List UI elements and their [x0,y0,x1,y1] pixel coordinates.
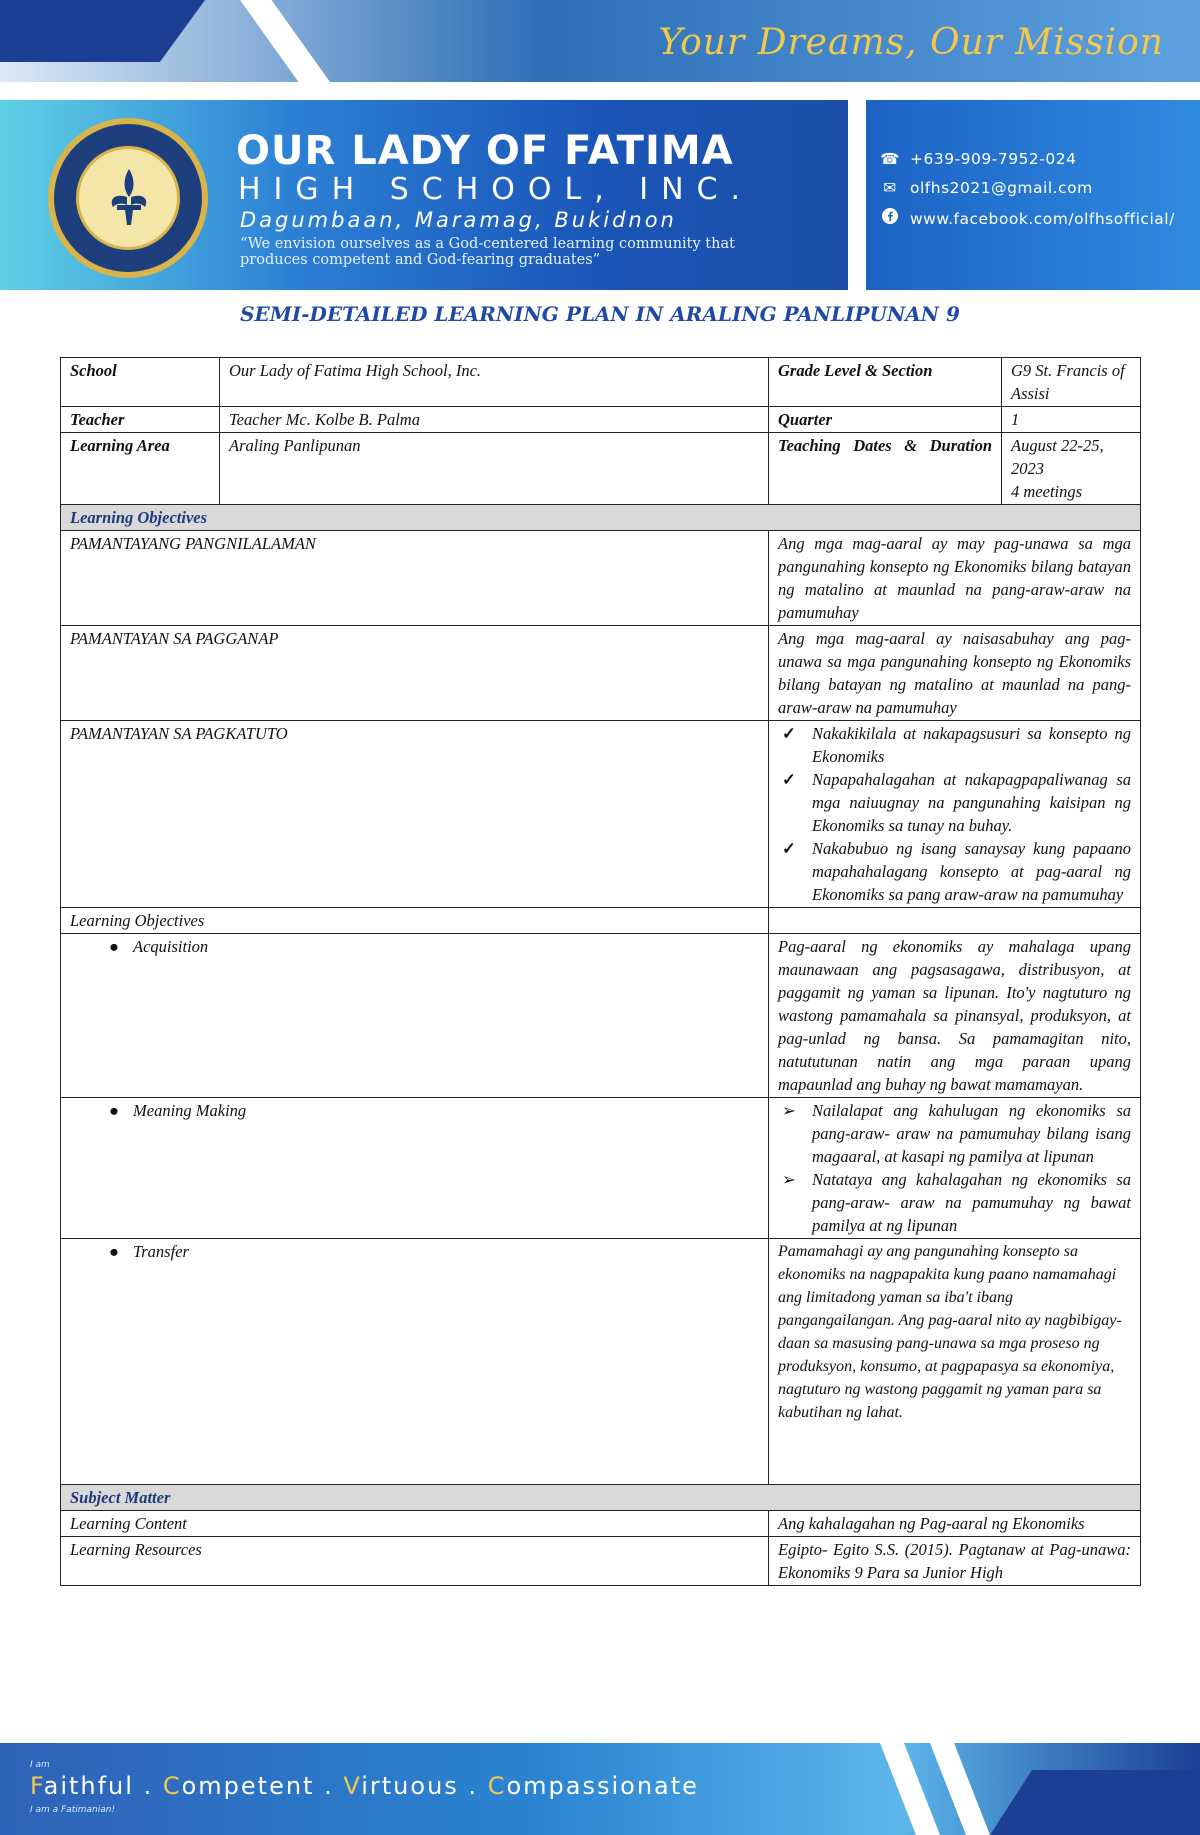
empty-cell [769,908,1141,934]
table-row [61,721,1141,908]
bullet-icon: ● [109,937,119,956]
duration-text: 4 meetings [1011,482,1083,501]
quarter-value: 1 [1002,407,1141,433]
table-row [61,908,1141,934]
table-row [61,934,1141,1098]
section-label: Learning Objectives [61,505,1141,531]
dates-value [1002,433,1141,505]
area-label: Learning Area [61,433,220,505]
dates-label: Teaching Dates & Duration [769,433,1002,505]
table-row [61,626,1141,721]
list-item: ➢ Natataya ang kahalagahan ng ekonomiks sa pang-araw- araw na pamumuhay ng bawat pamilya at ng lipunan [778,1168,1131,1237]
footer-small-top: I am [30,1760,50,1770]
teacher-value: Teacher Mc. Kolbe B. Palma [220,407,769,433]
learning-standard-list [769,721,1141,908]
meaning-making-list [769,1098,1141,1239]
school-vision: “We envision ourselves as a God-centered learning community that produces competent and God-fearing graduates” [240,236,735,268]
dates-text: August 22-25, 2023 [1011,436,1104,478]
content-standard-value: Ang mga mag-aaral ay may pag-unawa sa mga pangunahing konsepto ng Ekonomiks bilang batayan ng matalino at maunlad na pang-araw-araw na pamumuhay [769,531,1141,626]
footer-small-bottom: I am a Fatimanian! [30,1805,116,1815]
table-row [61,1537,1141,1586]
table-row [61,433,1141,505]
learning-resources-value: Egipto- Egito S.S. (2015). Pagtanaw at Pag-unawa: Ekonomiks 9 Para sa Junior High [769,1537,1141,1586]
grade-label: Grade Level & Section [769,358,1002,407]
fleur-de-lis-icon [105,167,153,227]
learning-content-label: Learning Content [61,1511,769,1537]
meaning-making-label: ● Meaning Making [61,1098,769,1239]
school-seal-logo [48,118,208,278]
bullet-icon: ● [109,1101,119,1120]
learning-resources-label: Learning Resources [61,1537,769,1586]
contact-facebook: www.facebook.com/olfhsofficial/ [880,208,1175,228]
table-row [61,1098,1141,1239]
quarter-label: Quarter [769,407,1002,433]
contact-phone: ☎ +639-909-7952-024 [880,150,1077,168]
grade-value: G9 St. Francis of Assisi [1002,358,1141,407]
bullet-icon: ● [109,1242,119,1261]
section-label: Subject Matter [61,1485,1141,1511]
school-subtitle: HIGH SCHOOL, INC. [238,172,754,207]
area-value: Araling Panlipunan [220,433,769,505]
list-item: ✓ Nakabubuo ng isang sanaysay kung papaano mapahahalagang konsepto at pag-aaral ng Ekonomiks sa pang araw-araw na pamumuhay [778,837,1131,906]
school-motto: Faithful . Competent . Virtuous . Compassionate [30,1772,699,1800]
table-row [61,407,1141,433]
transfer-value: Pamamahagi ay ang pangunahing konsepto sa ekonomiks na nagpapakita kung paano namamahagi ang limitadong yaman sa iba't ibang pangangailangan. Ang pag-aaral nito ay nagbibigay-daan sa masusing pang-unawa sa mga proseso ng produksyon, konsumo, at pagpapasya sa ekonomiya, nagtuturo ng wastong paggamit ng yaman para sa kabutihan ng lahat. [769,1239,1141,1485]
list-item: ✓ Nakakikilala at nakapagsusuri sa konsepto ng Ekonomiks [778,722,1131,768]
section-row-learning-objectives [61,505,1141,531]
table-row [61,531,1141,626]
content-standard-label: PAMANTAYANG PANGNILALAMAN [61,531,769,626]
table-row [61,358,1141,407]
tagline: Your Dreams, Our Mission [658,22,1164,63]
table-row [61,1511,1141,1537]
list-item: ✓ Napapahalagahan at nakapagpapaliwanag sa mga naiuugnay na pangunahing kaisipan ng Ekonomiks sa tunay na buhay. [778,768,1131,837]
performance-standard-value: Ang mga mag-aaral ay naisasabuhay ang pag-unawa sa mga pangunahing konsepto ng Ekonomiks bilang batayan ng matalino at maunlad na pang-araw-araw na pamumuhay [769,626,1141,721]
learning-plan-table [60,357,1141,1586]
phone-icon: ☎ [880,150,900,168]
document-title: SEMI-DETAILED LEARNING PLAN IN ARALING PANLIPUNAN 9 [240,302,960,326]
performance-standard-label: PAMANTAYAN SA PAGGANAP [61,626,769,721]
contact-email: ✉ olfhs2021@gmail.com [880,179,1093,197]
acquisition-value: Pag-aaral ng ekonomiks ay mahalaga upang maunawaan ang pagsasagawa, distribusyon, at paggamit ng yaman sa lipunan. Ito'y nagtuturo ng wastong pamamahala sa pinansyal, produksyon, at pag-unlad ng bansa. Sa pamamagitan nito, natututunan natin ang mga paraan upang mapaunlad ang buhay ng bawat mamamayan. [769,934,1141,1098]
table-row [61,1239,1141,1485]
list-item: ➢ Nailalapat ang kahulugan ng ekonomiks sa pang-araw- araw na pamumuhay bilang isang magaaral, at kasapi ng pamilya at lipunan [778,1099,1131,1168]
facebook-icon [880,208,900,228]
school-value: Our Lady of Fatima High School, Inc. [220,358,769,407]
section-row-subject-matter [61,1485,1141,1511]
school-location: Dagumbaan, Maramag, Bukidnon [240,208,677,232]
school-name: OUR LADY OF FATIMA [236,128,734,174]
acquisition-label: ● Acquisition [61,934,769,1098]
mail-icon: ✉ [883,179,897,197]
teacher-label: Teacher [61,407,220,433]
learning-standard-label: PAMANTAYAN SA PAGKATUTO [61,721,769,908]
transfer-label: ● Transfer [61,1239,769,1485]
learning-content-value: Ang kahalagahan ng Pag-aaral ng Ekonomiks [769,1511,1141,1537]
learning-objectives-label: Learning Objectives [61,908,769,934]
school-label: School [61,358,220,407]
